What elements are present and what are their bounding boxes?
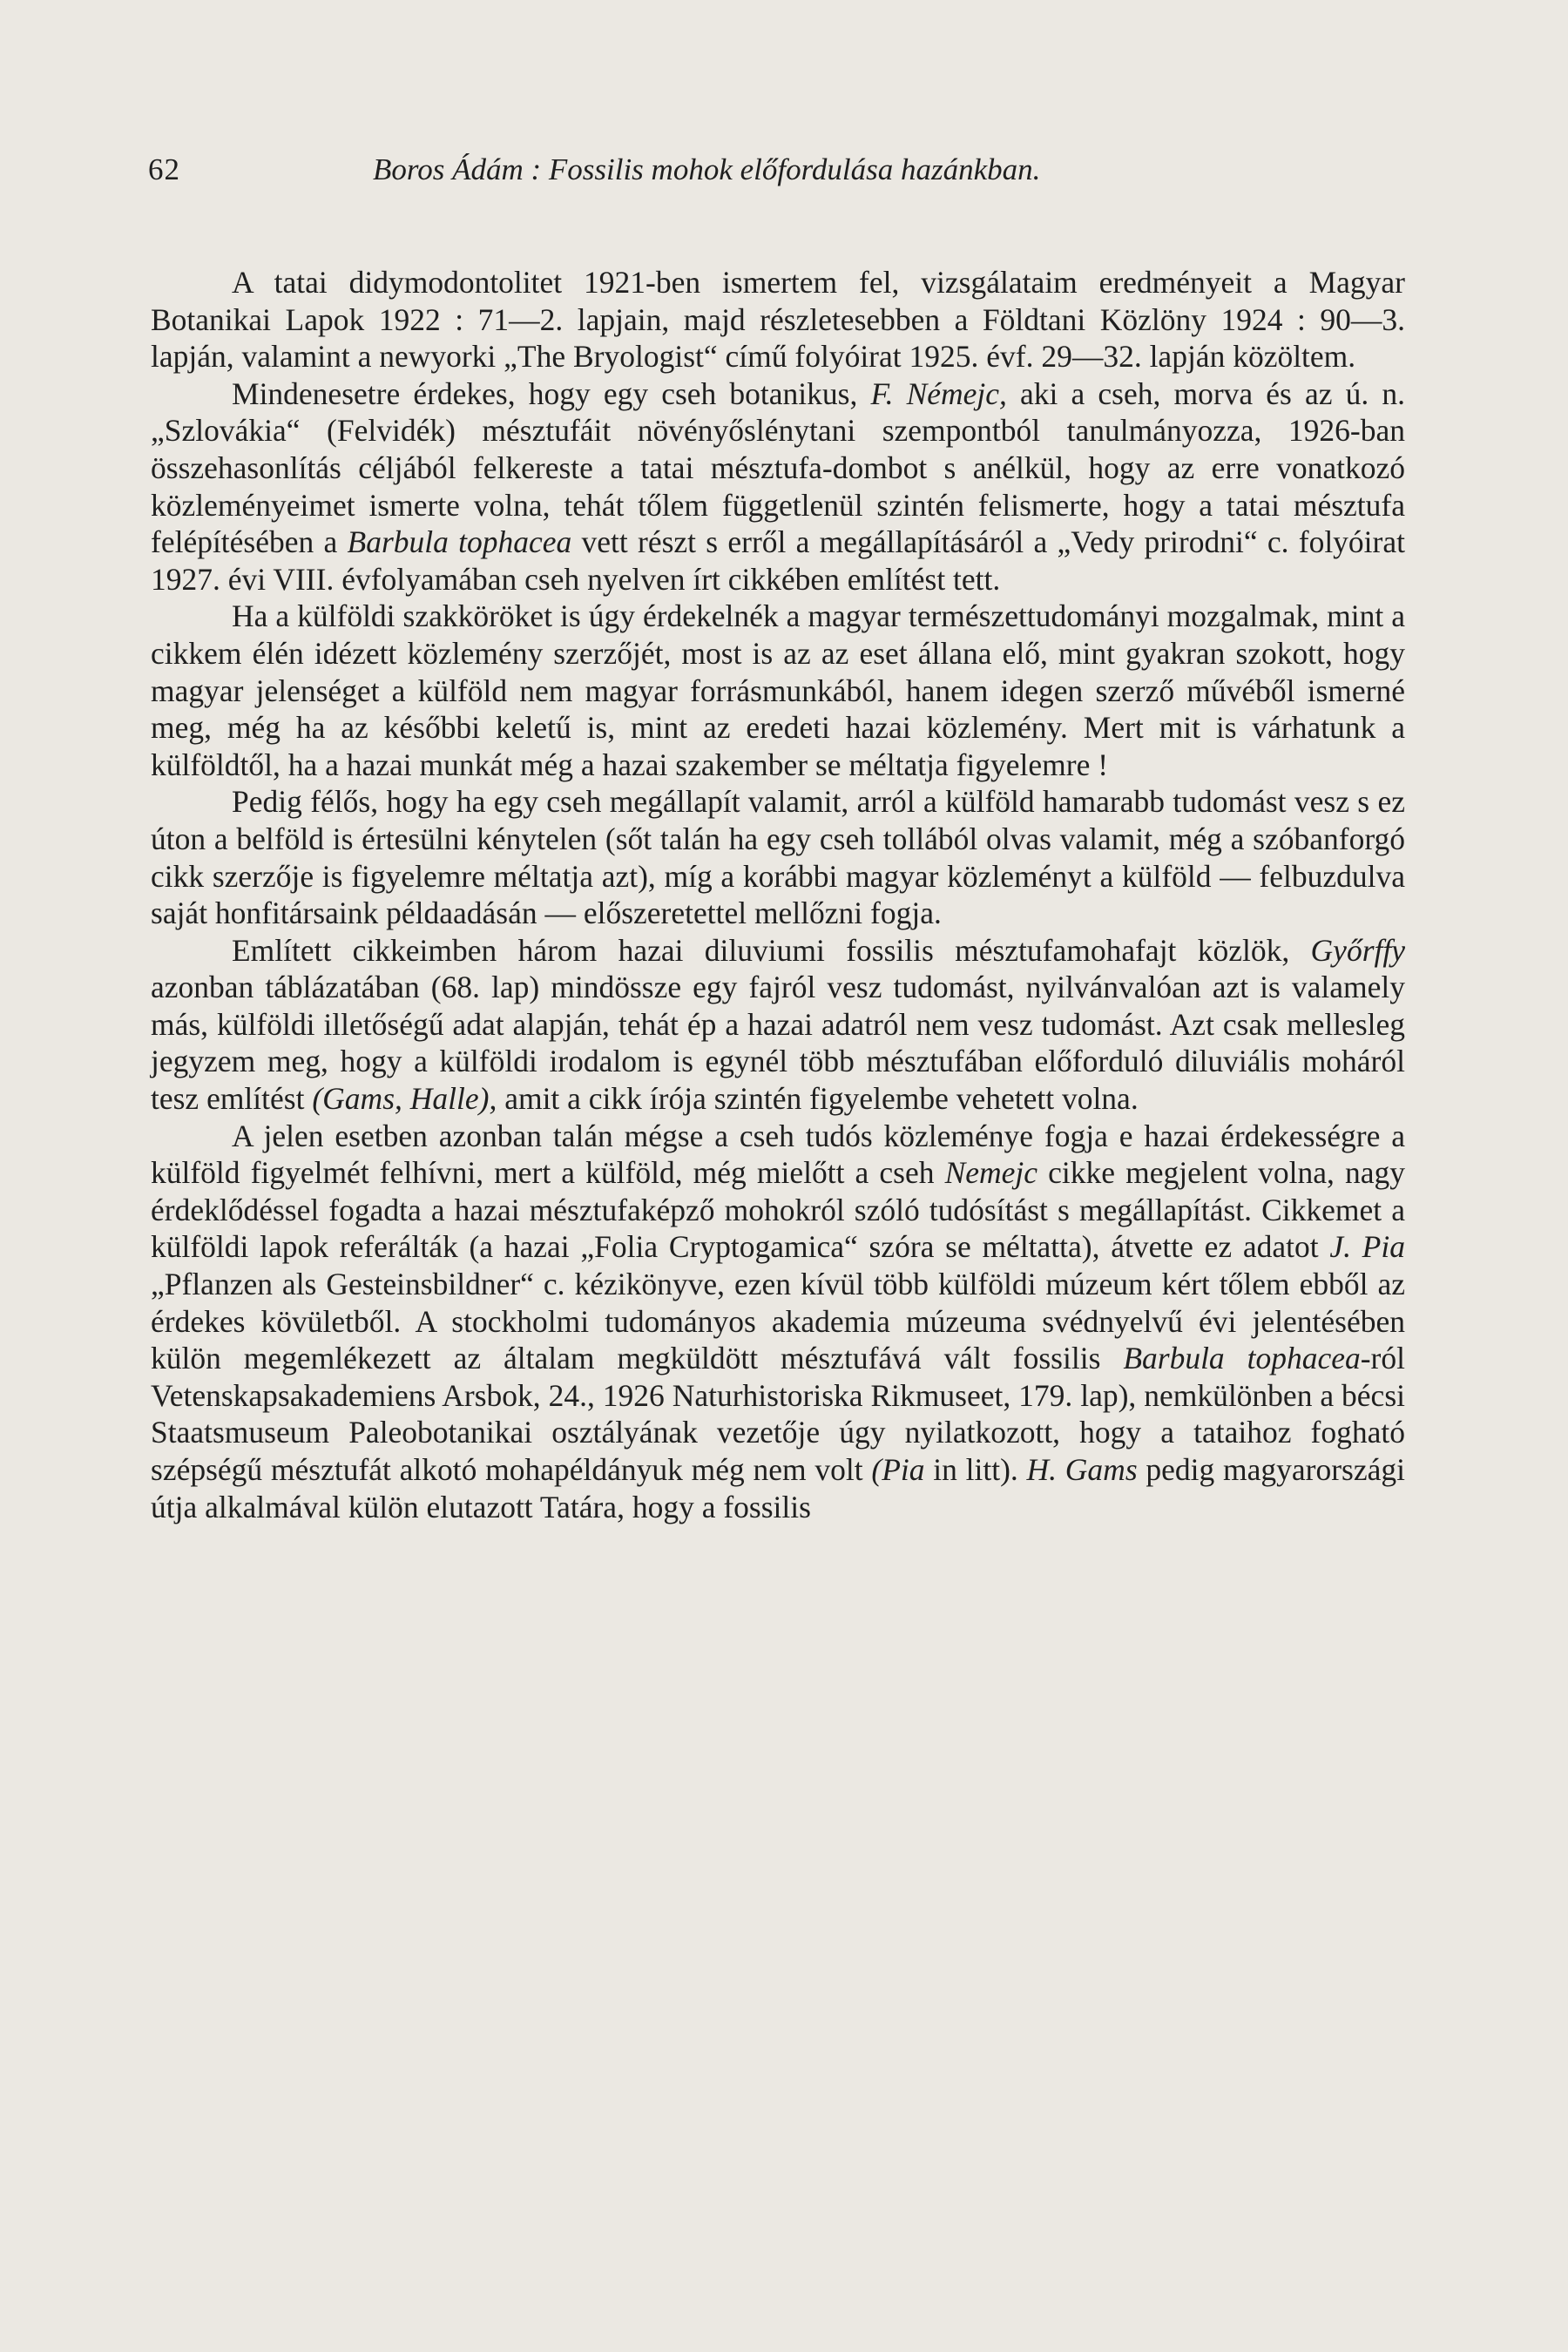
paragraph <box>151 783 1405 931</box>
text-run: Pedig félős, hogy ha egy cseh megállapít valamit, arról a külföld hamarabb tudomást vesz s ez úton a belföld is értesülni kénytelen (sőt talán ha egy cseh tollából olvas valamit, még a szóbanforgó cikk szerzője is figyelemre méltatja azt), míg a korábbi magyar közleményt a külföld — felbuzdulva saját honfitársaink példaadásán — előszeretettel mellőzni fogja. <box>151 784 1405 931</box>
text-run: in litt). <box>924 1452 1027 1487</box>
text-run: vett részt s erről a megállapításáról a „Vedy prirodni“ c. folyóirat 1927. évi VIII. évfolyamában cseh nyelven írt cikkében említést tett. <box>151 524 1405 597</box>
text-run: pedig magyarországi útja alkalmával külön elutazott Tatára, hogy a fossilis <box>151 1452 1405 1524</box>
italic-text-run: H. Gams <box>1026 1452 1138 1487</box>
text-run: Említett cikkeimben három hazai diluviumi fossilis mésztufamohafajt közlök, <box>232 932 1311 968</box>
text-run: A tatai didymodontolitet 1921-ben ismertem fel, vizsgálataim eredményeit a Magyar Botanikai Lapok 1922 : 71—2. lapjain, majd részletesebben a Földtani Közlöny 1924 : 90—3. lapján, valamint a newyorki „The Bryologist“ című folyóirat 1925. évf. 29—32. lapján közöltem. <box>151 265 1405 375</box>
text-run: „Pflanzen als Gesteinsbildner“ c. kézikönyve, ezen kívül több külföldi múzeum kért tőlem ebből az érdekes kövületből. A stockholmi tudományos akademia múzeuma svédnyelvű évi jelentésében külön megemlékezett az általam megküldött mésztufává vált fossilis <box>151 1267 1405 1376</box>
text-run: -ról Vetenskapsakademiens Arsbok, 24., 1926 Naturhistoriska Rikmuseet, 179. lap), nemkülönben a bécsi Staatsmuseum Paleobotanikai osztályának vezetője úgy nyilatkozott, hogy a tataihoz fogható szépségű mésztufát alkotó mohapéldányuk még nem volt <box>151 1341 1405 1487</box>
text-run: azonban táblázatában (68. lap) mindössze egy fajról vesz tudomást, nyilvánvalóan azt is valamely más, külföldi illetőségű adat alapján, tehát ép a hazai adatról nem vesz tudomást. Azt csak mellesleg jegyzem meg, hogy a külföldi irodalom is egynél több mésztufában előforduló diluviális moháról tesz említést <box>151 970 1405 1117</box>
paragraph <box>151 1118 1405 1526</box>
italic-text-run: (Pia <box>871 1452 925 1487</box>
italic-text-run: Győrffy <box>1310 932 1405 968</box>
italic-text-run: F. Némejc, <box>870 375 1007 411</box>
text-run: Mindenesetre érdekes, hogy egy cseh botanikus, <box>232 375 871 411</box>
italic-text-run: Barbula tophacea <box>347 524 572 560</box>
text-run: amit a cikk írója szintén figyelembe vehetett volna. <box>497 1081 1139 1117</box>
italic-text-run: J. Pia <box>1329 1229 1405 1265</box>
text-run: A jelen esetben azonban talán mégse a cseh tudós közleménye fogja e hazai érdekességre a külföld figyelmét felhívni, mert a külföld, még mielőtt a cseh <box>151 1118 1405 1191</box>
text-run: cikke megjelent volna, nagy érdeklődéssel fogadta a hazai mésztufaképző mohokról szóló tudósítást s megállapítást. Cikkemet a külföldi lapok referálták (a hazai „Folia Cryptogamica“ szóra se méltatta), átvette ez adatot <box>151 1155 1406 1265</box>
paragraph <box>151 598 1405 783</box>
body-text <box>151 264 1405 1525</box>
paragraph <box>151 932 1405 1118</box>
italic-text-run: Nemejc <box>944 1155 1038 1191</box>
text-run: Ha a külföldi szakköröket is úgy érdekelnék a magyar természettudományi mozgalmak, mint a cikkem élén idézett közlemény szerzőjét, most is az az eset állana elő, mint gyakran szokott, hogy magyar jelenséget a külföld nem magyar forrásmunkából, hanem idegen szerző művéből ismerné meg, még ha az későbbi keletű is, mint az eredeti hazai közlemény. Mert mit is várhatunk a külföldtől, ha a hazai munkát még a hazai szakember se méltatja figyelemre ! <box>151 598 1405 782</box>
header-title: Boros Ádám : Fossilis mohok előfordulása hazánkban. <box>373 152 1041 186</box>
running-header <box>148 148 1420 192</box>
page-number: 62 <box>148 152 180 186</box>
italic-text-run: Barbula tophacea <box>1123 1341 1361 1376</box>
paragraph <box>151 375 1405 598</box>
italic-text-run: (Gams, Halle), <box>312 1081 497 1117</box>
paragraph <box>151 264 1405 375</box>
text-run: aki a cseh, morva és az ú. n. „Szlovákia“ (Felvidék) mésztufáit növényőslénytani szempontból tanulmányozza, 1926-ban összehasonlítás céljából felkereste a tatai mésztufa-dombot s anélkül, hogy az erre vonatkozó közleményeimet ismerte volna, tehát tőlem függetlenül szintén felismerte, hogy a tatai mésztufa felépítésében a <box>151 375 1406 560</box>
